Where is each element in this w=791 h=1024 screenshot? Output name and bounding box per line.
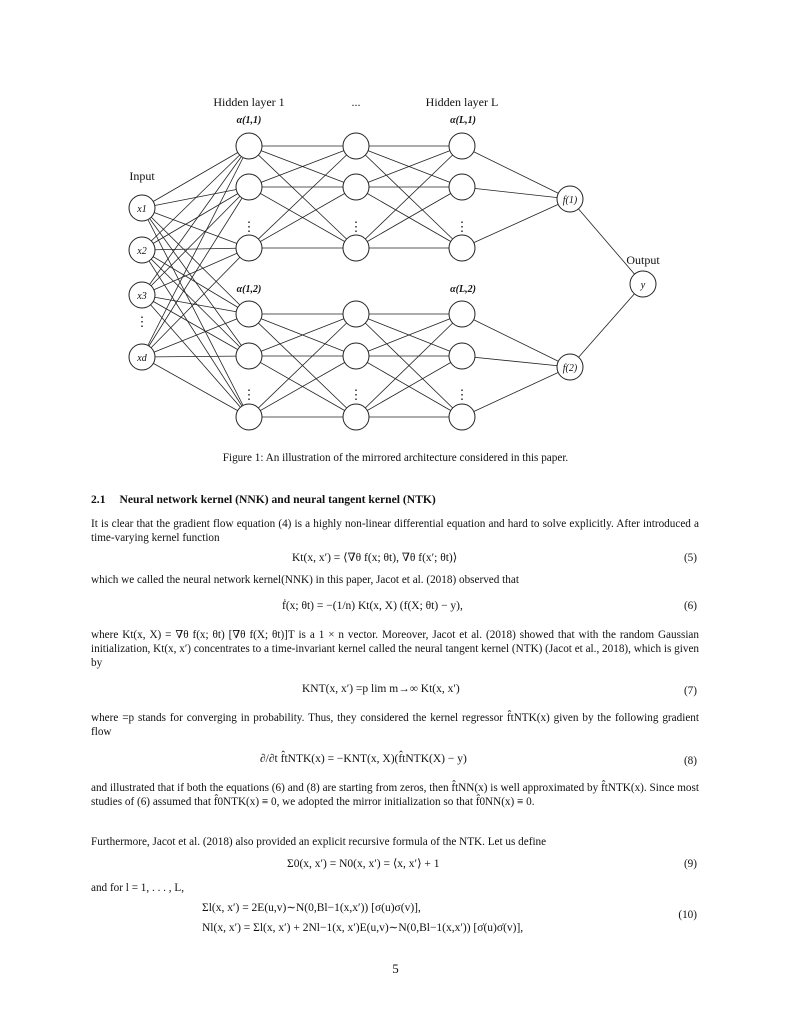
input-label: Input bbox=[129, 169, 155, 183]
svg-text:⋮: ⋮ bbox=[455, 387, 469, 402]
alpha-L-1-label: α(L,1) bbox=[450, 115, 476, 126]
equation-8: ∂/∂t f̂tNTK(x) = −KNT(x, X)(f̂tNTK(X) − y) bbox=[260, 753, 467, 765]
hidden-node-top-2-1 bbox=[449, 174, 475, 200]
svg-text:⋮: ⋮ bbox=[135, 314, 149, 329]
paragraph-6: Furthermore, Jacot et al. (2018) also provided an explicit recursive formula of the NTK. Let us define bbox=[91, 836, 547, 848]
input-x2-label: x2 bbox=[137, 246, 147, 257]
paragraph-1: It is clear that the gradient flow equation (4) is a highly non-linear differential equation and hard to solve explicitly. After introduced a time-varying kernel function bbox=[91, 518, 699, 544]
output-label: Output bbox=[626, 253, 660, 267]
equation-9: Σ0(x, x′) = N0(x, x′) = ⟨x, x′⟩ + 1 bbox=[287, 858, 440, 870]
equation-10b: Nl(x, x′) = Σl(x, x′) + 2Nl−1(x, x′)E(u,v)∼N(0,Bl−1(x,x′)) [σ̇(u)σ̇(v)], bbox=[202, 922, 524, 934]
hidden-node-bottom-0-2 bbox=[236, 404, 262, 430]
paragraph-2: which we called the neural network kernel(NNK) in this paper, Jacot et al. (2018) observed that bbox=[91, 574, 519, 586]
hidden-node-bottom-2-1 bbox=[449, 343, 475, 369]
hidden-node-top-2-0 bbox=[449, 133, 475, 159]
network-edge bbox=[462, 314, 570, 367]
equation-8-number: (8) bbox=[683, 755, 697, 767]
network-edge bbox=[462, 199, 570, 248]
equation-9-number: (9) bbox=[683, 858, 697, 870]
figure-network-diagram bbox=[0, 0, 791, 460]
network-edge bbox=[142, 248, 249, 250]
network-edge bbox=[142, 314, 249, 357]
hidden-node-bottom-2-0 bbox=[449, 301, 475, 327]
hidden-node-top-0-2 bbox=[236, 235, 262, 261]
paragraph-3: where Kt(x, X) = ∇θ f(x; θt) [∇θ f(X; θt)]T is a 1 × n vector. Moreover, Jacot et al. (2018) showed that with the random Gaussian initialization, Kt(x, x′) concentrates to a time-invariant kernel called the neural tangent kernel (NTK) (Jacot et al., 2018), which is given by bbox=[91, 629, 699, 669]
network-edge bbox=[142, 208, 249, 417]
svg-text:⋮: ⋮ bbox=[242, 219, 256, 234]
paragraph-4: where =p stands for converging in probability. Thus, they considered the kernel regressor f̂tNTK(x) given by the following gradient flow bbox=[91, 712, 699, 738]
input-x3-label: x3 bbox=[137, 291, 147, 302]
section-heading bbox=[91, 493, 436, 506]
hidden-node-top-1-2 bbox=[343, 235, 369, 261]
network-edge bbox=[462, 187, 570, 199]
output-f1-label: f(1) bbox=[562, 195, 578, 206]
section-title: Neural network kernel (NNK) and neural tangent kernel (NTK) bbox=[119, 493, 436, 506]
equation-5: Kt(x, x′) = ⟨∇θ f(x; θt), ∇θ f(x′; θt)⟩ bbox=[292, 552, 458, 564]
hidden-node-bottom-2-2 bbox=[449, 404, 475, 430]
alpha-L-2-label: α(L,2) bbox=[450, 284, 476, 295]
paragraph-7: and for l = 1, . . . , L, bbox=[91, 882, 184, 894]
hidden-node-top-0-0 bbox=[236, 133, 262, 159]
output-f2-label: f(2) bbox=[562, 363, 578, 374]
figure-caption: Figure 1: An illustration of the mirrored architecture considered in this paper. bbox=[222, 452, 569, 464]
hidden-node-top-2-2 bbox=[449, 235, 475, 261]
input-x1-label: x1 bbox=[137, 204, 147, 215]
hidden-node-bottom-1-0 bbox=[343, 301, 369, 327]
input-xd-label: xd bbox=[137, 353, 147, 364]
network-edge bbox=[570, 284, 643, 367]
equation-5-number: (5) bbox=[683, 552, 697, 564]
network-nodes bbox=[129, 133, 656, 430]
svg-text:⋮: ⋮ bbox=[455, 219, 469, 234]
equation-10a: Σl(x, x′) = 2E(u,v)∼N(0,Bl−1(x,x′)) [σ(u)σ(v)], bbox=[202, 902, 421, 914]
alpha-1-2-label: α(1,2) bbox=[236, 284, 262, 295]
network-edge bbox=[142, 146, 249, 250]
hidden-node-top-1-0 bbox=[343, 133, 369, 159]
network-edge bbox=[462, 356, 570, 367]
hidden-layers-ellipsis: ... bbox=[351, 95, 361, 109]
hidden-layer-1-label: Hidden layer 1 bbox=[213, 95, 285, 109]
alpha-1-1-label: α(1,1) bbox=[236, 115, 262, 126]
network-edge bbox=[462, 367, 570, 417]
svg-text:⋮: ⋮ bbox=[242, 387, 256, 402]
hidden-node-bottom-1-1 bbox=[343, 343, 369, 369]
hidden-node-top-1-1 bbox=[343, 174, 369, 200]
svg-text:⋮: ⋮ bbox=[349, 387, 363, 402]
network-edge bbox=[570, 199, 643, 284]
equation-7-number: (7) bbox=[683, 685, 697, 697]
network-edge bbox=[142, 208, 249, 248]
equation-6-number: (6) bbox=[683, 600, 697, 612]
hidden-node-bottom-1-2 bbox=[343, 404, 369, 430]
page-number: 5 bbox=[392, 961, 399, 976]
output-y-label: y bbox=[640, 280, 646, 291]
network-edge bbox=[462, 146, 570, 199]
hidden-node-bottom-0-0 bbox=[236, 301, 262, 327]
equation-10-number: (10) bbox=[678, 909, 697, 921]
hidden-node-top-0-1 bbox=[236, 174, 262, 200]
hidden-node-bottom-0-1 bbox=[236, 343, 262, 369]
section-number: 2.1 bbox=[91, 493, 106, 506]
network-edge bbox=[142, 357, 249, 417]
hidden-layer-L-label: Hidden layer L bbox=[425, 95, 499, 109]
svg-text:⋮: ⋮ bbox=[349, 219, 363, 234]
equation-7: KNT(x, x′) =p lim m→∞ Kt(x, x′) bbox=[302, 683, 460, 695]
network-edge bbox=[142, 356, 249, 357]
paragraph-5: and illustrated that if both the equations (6) and (8) are starting from zeros, then f̂tNN(x) is well approximated by f̂tNTK(x). Since most studies of (6) assumed that f̂0NTK(x) ≡ 0, we adopted the mirror initialization so that f̂0NN(x) ≡ 0. bbox=[91, 782, 699, 808]
equation-6: ḟ(x; θt) = −(1/n) Kt(x, X) (f(X; θt) − y), bbox=[282, 600, 463, 612]
